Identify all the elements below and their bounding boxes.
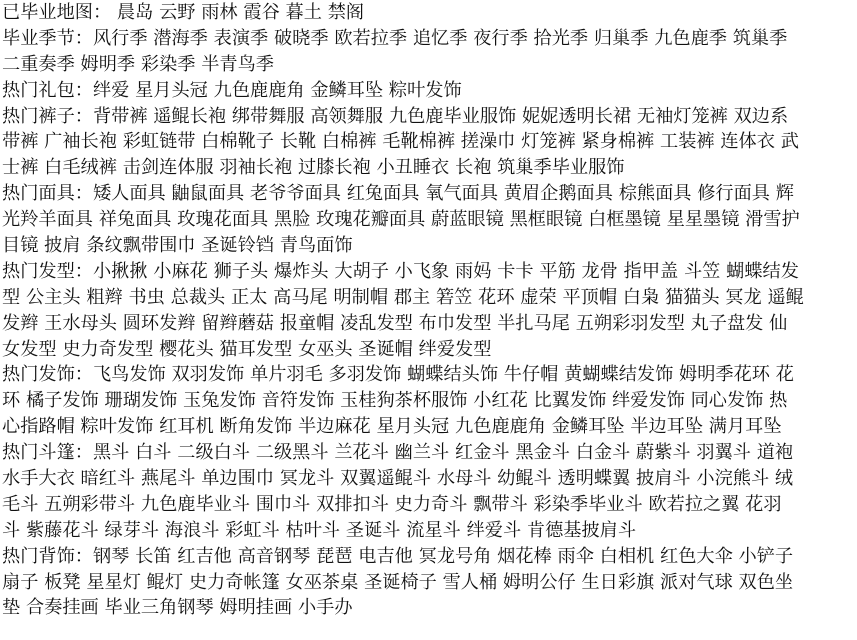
text-line-20: 毛斗 五朔彩带斗 九色鹿毕业斗 围巾斗 双排扣斗 史力奇斗 飘带斗 彩染季毕业斗 欧若拉之翼 花羽 — [2, 493, 782, 515]
text-line-23: 扇子 板凳 星星灯 鲲灯 史力奇帐篷 女巫茶桌 圣诞椅子 雪人桶 姆明公仔 生日彩旗 派对气球 双色坐 — [2, 571, 794, 593]
text-line-4: 热门礼包：绊爱 星月头冠 九色鹿鹿角 金鳞耳坠 粽叶发饰 — [2, 79, 462, 101]
text-line-17: 心指路帽 粽叶发饰 红耳机 断角发饰 半边麻花 星月头冠 九色鹿鹿角 金鳞耳坠 半边耳坠 满月耳坠 — [2, 416, 782, 438]
text-line-11: 热门发型：小揪揪 小麻花 狮子头 爆炸头 大胡子 小飞象 雨妈 卡卡 平筋 龙骨 指甲盖 斗笠 蝴蝶结发 — [2, 260, 799, 282]
text-line-15: 热门发饰：飞鸟发饰 双羽发饰 单片羽毛 多羽发饰 蝴蝶结头饰 牛仔帽 黄蝴蝶结发饰 姆明季花环 花 — [2, 364, 794, 386]
text-line-2: 毕业季节：风行季 潜海季 表演季 破晓季 欧若拉季 追忆季 夜行季 拾光季 归巢季 九色鹿季 筑巢季 — [2, 27, 788, 49]
text-line-5: 热门裤子：背带裤 遥鲲长袍 绑带舞服 高领舞服 九色鹿毕业服饰 妮妮透明长裙 无袖灯笼裤 双边系 — [2, 105, 789, 127]
text-line-18: 热门斗篷：黑斗 白斗 二级白斗 二级黑斗 兰花斗 幽兰斗 红金斗 黑金斗 白金斗 蔚紫斗 羽翼斗 道袍 — [2, 442, 794, 464]
text-line-9: 光羚羊面具 祥兔面具 玫瑰花面具 黑脸 玫瑰花瓣面具 蔚蓝眼镜 黑框眼镜 白框墨镜 星星墨镜 滑雪护 — [2, 209, 800, 231]
text-line-10: 目镜 披肩 条纹飘带围巾 圣诞铃铛 青鸟面饰 — [2, 235, 353, 257]
text-line-7: 士裤 白毛绒裤 击剑连体服 羽袖长袍 过膝长袍 小丑睡衣 长袍 筑巢季毕业服饰 — [2, 157, 625, 179]
text-line-6: 带裤 广袖长袍 彩虹链带 白棉靴子 长靴 白棉裤 毛靴棉裤 搓澡巾 灯笼裤 紧身棉裤 工装裤 连体衣 武 — [2, 131, 799, 153]
text-line-24: 垫 合奏挂画 毕业三角钢琴 姆明挂画 小手办 — [2, 597, 353, 619]
text-line-19: 水手大衣 暗红斗 燕尾斗 单边围巾 冥龙斗 双翼遥鲲斗 水母斗 幼鲲斗 透明蝶翼 披肩斗 小浣熊斗 绒 — [2, 468, 794, 490]
text-line-14: 女发型 史力奇发型 樱花头 猫耳发型 女巫头 圣诞帽 绊爱发型 — [2, 338, 492, 360]
text-line-21: 斗 紫藤花斗 绿芽斗 海浪斗 彩虹斗 枯叶斗 圣诞斗 流星斗 绊爱斗 肯德基披肩斗 — [2, 519, 637, 541]
text-line-16: 环 橘子发饰 珊瑚发饰 玉兔发饰 音符发饰 玉桂狗茶杯服饰 小红花 比翼发饰 绊爱发饰 同心发饰 热 — [2, 390, 788, 412]
text-line-8: 热门面具：矮人面具 鼬鼠面具 老爷爷面具 红兔面具 氧气面具 黄眉企鹅面具 棕熊面具 修行面具 辉 — [2, 183, 794, 205]
text-line-12: 型 公主头 粗辫 书虫 总裁头 正太 高马尾 明制帽 郡主 箬笠 花环 虚荣 平顶帽 白枭 猫猫头 冥龙 遥鲲 — [2, 286, 804, 308]
text-line-1: 已毕业地图： 晨岛 云野 雨林 霞谷 暮土 禁阁 — [2, 2, 365, 23]
text-line-3: 二重奏季 姆明季 彩染季 半青鸟季 — [2, 53, 274, 75]
text-line-13: 发辫 王水母头 圆环发辫 留辫蘑菇 报童帽 凌乱发型 布巾发型 半扎马尾 五朔彩羽发型 丸子盘发 仙 — [2, 312, 788, 334]
text-line-22: 热门背饰：钢琴 长笛 红吉他 高音钢琴 琵琶 电吉他 冥龙号角 烟花棒 雨伞 白相机 红色大伞 小铲子 — [2, 545, 794, 567]
